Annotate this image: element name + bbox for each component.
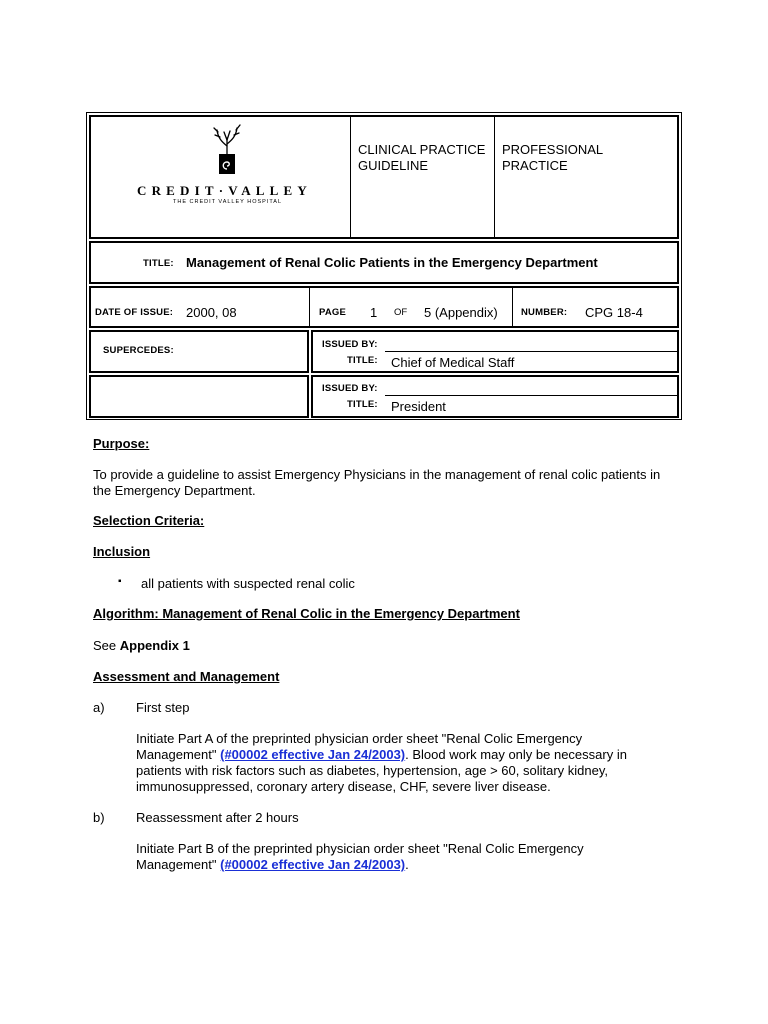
category-line2: PRACTICE — [502, 158, 568, 173]
issued-cell-2 — [311, 375, 679, 418]
step-b-line-1: Initiate Part B of the preprinted physician order sheet "Renal Colic Emergency — [136, 841, 584, 856]
title-label: TITLE: — [143, 258, 174, 269]
header-divider-2 — [494, 115, 495, 239]
step-a-line-2 — [136, 747, 696, 763]
step-b-line-2 — [136, 857, 696, 873]
purpose-line-1: To provide a guideline to assist Emergency Physicians in the management of renal colic patients in — [93, 467, 661, 482]
header-divider-1 — [350, 115, 351, 239]
issued-by-signature-line-1 — [385, 351, 677, 352]
step-b-marker: b) — [93, 810, 105, 825]
step-a-line-3: patients with risk factors such as diabetes, hypertension, age > 60, solitary kidney, — [136, 763, 608, 778]
step-a-line-1: Initiate Part A of the preprinted physician order sheet "Renal Colic Emergency — [136, 731, 583, 746]
logo-name: CREDIT·VALLEY — [137, 183, 313, 198]
purpose-text — [93, 467, 693, 499]
step-a-line-2-pre: Management" — [136, 747, 221, 762]
order-sheet-link-b[interactable]: (#00002 effective Jan 24/2003) — [220, 857, 406, 872]
inclusion-item: all patients with suspected renal colic — [141, 576, 355, 591]
doc-type — [358, 142, 485, 174]
info-divider-1 — [309, 286, 310, 328]
title-value-2: President — [391, 399, 446, 414]
step-b-line-2-post: . — [405, 857, 409, 872]
see-text: See — [93, 638, 120, 653]
issued-by-label-2: ISSUED BY: — [322, 383, 378, 394]
step-b-line-2-pre: Management" — [136, 857, 221, 872]
step-a-text — [136, 731, 696, 795]
page-value: 1 — [370, 305, 378, 320]
doc-type-line2: GUIDELINE — [358, 158, 429, 173]
date-label: DATE OF ISSUE: — [95, 307, 174, 318]
logo-subtitle: THE CREDIT VALLEY HOSPITAL — [173, 199, 283, 205]
assessment-heading: Assessment and Management — [93, 669, 280, 684]
issued-by-label-1: ISSUED BY: — [322, 339, 378, 350]
header-row — [89, 115, 679, 239]
appendix-ref: Appendix 1 — [119, 638, 190, 653]
title-label-2: TITLE: — [347, 399, 378, 410]
algorithm-heading: Algorithm: Management of Renal Colic in the Emergency Department — [93, 606, 520, 621]
order-sheet-link-a[interactable]: (#00002 effective Jan 24/2003) — [220, 747, 406, 762]
document-title: Management of Renal Colic Patients in the Emergency Department — [186, 255, 598, 270]
title-label-1: TITLE: — [347, 355, 378, 366]
purpose-line-2: the Emergency Department. — [93, 483, 256, 498]
of-value: 5 (Appendix) — [424, 305, 498, 320]
bullet-icon: ▪ — [118, 576, 122, 587]
step-a-title: First step — [136, 700, 190, 715]
see-appendix — [93, 638, 190, 654]
step-b-text — [136, 841, 696, 873]
step-a-line-4: immunosuppressed, coronary artery disease, CHF, severe liver disease. — [136, 779, 551, 794]
category — [502, 142, 603, 174]
tree-logo-icon — [200, 120, 254, 178]
blank-cell — [89, 375, 309, 418]
step-a-marker: a) — [93, 700, 105, 715]
number-label: NUMBER: — [521, 307, 568, 318]
issued-by-signature-line-2 — [385, 395, 677, 396]
doc-type-line1: CLINICAL PRACTICE — [358, 142, 486, 157]
title-value-1: Chief of Medical Staff — [391, 355, 515, 370]
of-label: OF — [394, 307, 408, 318]
info-divider-2 — [512, 286, 513, 328]
supercedes-label: SUPERCEDES: — [103, 345, 174, 356]
purpose-heading: Purpose: — [93, 436, 150, 451]
step-a-line-2-post: . Blood work may only be necessary in — [405, 747, 627, 762]
hospital-logo — [200, 120, 254, 178]
title-line-1 — [385, 371, 677, 372]
category-line1: PROFESSIONAL — [502, 142, 604, 157]
inclusion-heading: Inclusion — [93, 544, 151, 559]
date-value: 2000, 08 — [186, 305, 237, 320]
number-value: CPG 18-4 — [585, 305, 643, 320]
step-b-title: Reassessment after 2 hours — [136, 810, 299, 825]
selection-criteria-heading: Selection Criteria: — [93, 513, 205, 528]
page-label: PAGE — [319, 307, 347, 318]
